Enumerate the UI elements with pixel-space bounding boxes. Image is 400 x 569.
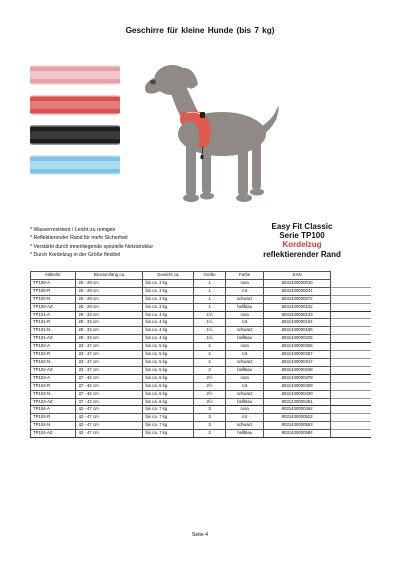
table-row xyxy=(31,351,372,359)
cell-artikelnr: TP101-N xyxy=(31,327,76,335)
product-feature-kordelzug: Kordelzug xyxy=(282,240,322,250)
cell-brustumfang: 42 - 47 cm xyxy=(76,414,143,422)
swatch-schwarz xyxy=(30,123,120,147)
cell-brustumfang: 37 - 42 cm xyxy=(76,398,143,406)
page-title: Geschirre für kleine Hunde (bis 7 kg) xyxy=(125,26,275,35)
cell-ean: 8031430000225 xyxy=(264,335,331,343)
header-gewicht: Gewicht ca. xyxy=(143,272,194,280)
cell-ean: 8031430000348 xyxy=(264,366,331,374)
cell-ean: 8031430000584 xyxy=(264,430,331,438)
cell-brustumfang: 33 - 37 cm xyxy=(76,351,143,359)
cell-gewicht: bis ca. 3 kg xyxy=(143,279,194,287)
cell-artikelnr: TP101-AZ xyxy=(31,335,76,343)
cell-farbe: schwarz xyxy=(225,295,263,303)
table-row xyxy=(31,398,372,406)
cell-ean: 8031430000256 xyxy=(264,343,331,351)
table-row xyxy=(31,430,372,438)
cell-brustumfang: 25 - 29 cm xyxy=(76,303,143,311)
cell-gewicht: bis ca. 5 kg xyxy=(143,358,194,366)
cell-farbe: rosa xyxy=(225,374,263,382)
cell-ean: 8031430000102 xyxy=(264,303,331,311)
cell-artikelnr: TP103-A xyxy=(31,374,76,382)
dog-with-harness-image xyxy=(140,50,280,215)
cell-gewicht: bis ca. 7 kg xyxy=(143,414,194,422)
cell-gewicht: bis ca. 3 kg xyxy=(143,287,194,295)
blank-cell xyxy=(331,311,372,319)
cell-gewicht: bis ca. 5 kg xyxy=(143,343,194,351)
cell-gewicht: bis ca. 5 kg xyxy=(143,366,194,374)
cell-ean: 8031430000379 xyxy=(264,374,331,382)
table-row xyxy=(31,366,372,374)
blank-cell xyxy=(331,382,372,390)
cell-farbe: schwarz xyxy=(225,422,263,430)
product-info xyxy=(237,222,367,259)
blank-cell xyxy=(331,351,372,359)
cell-gewicht: bis ca. 4 kg xyxy=(143,319,194,327)
cell-farbe: schwarz xyxy=(225,390,263,398)
cell-groesse: 1½ xyxy=(194,311,226,319)
cell-groesse: 3 xyxy=(194,422,226,430)
cell-brustumfang: 42 - 47 cm xyxy=(76,430,143,438)
cell-gewicht: bis ca. 5 kg xyxy=(143,351,194,359)
table-row xyxy=(31,374,372,382)
table-row xyxy=(31,279,372,287)
table-row xyxy=(31,422,372,430)
table-row xyxy=(31,358,372,366)
cell-gewicht: bis ca. 7 kg xyxy=(143,406,194,414)
cell-artikelnr: TP100-R xyxy=(31,287,76,295)
table-row xyxy=(31,382,372,390)
article-table xyxy=(30,271,371,438)
cell-groesse: 1 xyxy=(194,287,226,295)
feature-list xyxy=(30,226,153,259)
cell-artikelnr: TP102-AZ xyxy=(31,366,76,374)
cell-farbe: hellblau xyxy=(225,430,263,438)
cell-gewicht: bis ca. 3 kg xyxy=(143,295,194,303)
table-row xyxy=(31,414,372,422)
table-row xyxy=(31,406,372,414)
cell-ean: 8031430000195 xyxy=(264,327,331,335)
cell-groesse: 2½ xyxy=(194,374,226,382)
cell-gewicht: bis ca. 4 kg xyxy=(143,327,194,335)
cell-farbe: rot xyxy=(225,414,263,422)
cell-artikelnr: TP102-A xyxy=(31,343,76,351)
feature-item: * Wasserresistent / Leicht zu reinigen xyxy=(30,227,116,233)
cell-gewicht: bis ca. 7 kg xyxy=(143,422,194,430)
cell-ean: 8031430000409 xyxy=(264,382,331,390)
feature-item: * Durch Kordelzug in der Größe flexibel xyxy=(30,251,121,258)
cell-ean: 8031430000287 xyxy=(264,351,331,359)
cell-ean: 8031430000430 xyxy=(264,390,331,398)
header-brustumfang: Brustumfang ca. xyxy=(76,272,143,280)
cell-farbe: hellblau xyxy=(225,366,263,374)
blank-cell xyxy=(331,374,372,382)
cell-brustumfang: 37 - 42 cm xyxy=(76,374,143,382)
table-row xyxy=(31,303,372,311)
cell-artikelnr: TP103-AZ xyxy=(31,398,76,406)
cell-gewicht: bis ca. 4 kg xyxy=(143,311,194,319)
blank-cell xyxy=(331,358,372,366)
cell-brustumfang: 42 - 47 cm xyxy=(76,422,143,430)
cell-ean: 8031430000072 xyxy=(264,295,331,303)
cell-groesse: 3 xyxy=(194,414,226,422)
cell-artikelnr: TP101-A xyxy=(31,311,76,319)
cell-artikelnr: TP100-AZ xyxy=(31,303,76,311)
blank-cell xyxy=(331,335,372,343)
feature-item: * Verstärkt durch innenliegende spezielle Netzstruktur xyxy=(30,243,154,250)
cell-ean: 8031430000317 xyxy=(264,358,331,366)
blank-cell xyxy=(331,422,372,430)
cell-ean: 8031430000164 xyxy=(264,319,331,327)
cell-brustumfang: 42 - 47 cm xyxy=(76,406,143,414)
cell-artikelnr: TP101-R xyxy=(31,319,76,327)
cell-ean: 8031430000461 xyxy=(264,398,331,406)
swatch-rot xyxy=(30,93,120,117)
cell-groesse: 2½ xyxy=(194,398,226,406)
blank-cell xyxy=(331,279,372,287)
page-number: Seite 4 xyxy=(191,532,209,538)
cell-artikelnr: TP104-A xyxy=(31,406,76,414)
blank-cell xyxy=(331,287,372,295)
swatch-hellblau xyxy=(30,153,120,177)
product-name: Easy Fit Classic xyxy=(271,222,333,231)
cell-ean: 8031430000553 xyxy=(264,422,331,430)
cell-brustumfang: 33 - 37 cm xyxy=(76,343,143,351)
cell-artikelnr: TP104-AZ xyxy=(31,430,76,438)
table-header-row xyxy=(31,272,372,280)
cell-brustumfang: 29 - 33 cm xyxy=(76,319,143,327)
cell-farbe: rosa xyxy=(225,311,263,319)
product-feature-rand: reflektierender Rand xyxy=(263,249,341,259)
swatch-rosa xyxy=(30,63,120,87)
feature-item: * Reflektierender Rand für mehr Sicherheit xyxy=(30,235,128,242)
cell-artikelnr: TP102-R xyxy=(31,351,76,359)
cell-groesse: 1½ xyxy=(194,327,226,335)
cell-brustumfang: 29 - 33 cm xyxy=(76,335,143,343)
cell-brustumfang: 33 - 37 cm xyxy=(76,366,143,374)
header-ean: EAN xyxy=(264,272,331,280)
cell-groesse: 2 xyxy=(194,358,226,366)
table-row xyxy=(31,335,372,343)
cell-gewicht: bis ca. 6 kg xyxy=(143,374,194,382)
blank-cell xyxy=(331,343,372,351)
cell-gewicht: bis ca. 6 kg xyxy=(143,398,194,406)
blank-cell xyxy=(331,390,372,398)
table-row xyxy=(31,311,372,319)
cell-groesse: 2 xyxy=(194,351,226,359)
blank-cell xyxy=(331,319,372,327)
cell-brustumfang: 33 - 37 cm xyxy=(76,358,143,366)
cell-farbe: hellblau xyxy=(225,335,263,343)
cell-groesse: 1 xyxy=(194,303,226,311)
cell-brustumfang: 25 - 29 cm xyxy=(76,279,143,287)
cell-farbe: hellblau xyxy=(225,398,263,406)
cell-ean: 8031430000041 xyxy=(264,287,331,295)
cell-brustumfang: 29 - 33 cm xyxy=(76,311,143,319)
cell-farbe: rosa xyxy=(225,406,263,414)
cell-gewicht: bis ca. 7 kg xyxy=(143,430,194,438)
blank-cell xyxy=(331,414,372,422)
cell-farbe: rot xyxy=(225,382,263,390)
cell-gewicht: bis ca. 4 kg xyxy=(143,335,194,343)
blank-cell xyxy=(331,398,372,406)
cell-artikelnr: TP104-N xyxy=(31,422,76,430)
cell-brustumfang: 37 - 42 cm xyxy=(76,390,143,398)
cell-farbe: rosa xyxy=(225,343,263,351)
cell-brustumfang: 25 - 29 cm xyxy=(76,287,143,295)
cell-brustumfang: 25 - 29 cm xyxy=(76,295,143,303)
blank-cell xyxy=(331,406,372,414)
header-artikelnr: Artikelnr. xyxy=(31,272,76,280)
cell-groesse: 2½ xyxy=(194,390,226,398)
cell-artikelnr: TP100-N xyxy=(31,295,76,303)
blank-cell xyxy=(331,295,372,303)
color-swatches xyxy=(30,63,120,183)
cell-gewicht: bis ca. 6 kg xyxy=(143,382,194,390)
table-row xyxy=(31,295,372,303)
cell-farbe: schwarz xyxy=(225,358,263,366)
cell-artikelnr: TP104-R xyxy=(31,414,76,422)
cell-groesse: 1 xyxy=(194,279,226,287)
cell-groesse: 3 xyxy=(194,406,226,414)
table-body xyxy=(31,279,372,437)
cell-artikelnr: TP103-N xyxy=(31,390,76,398)
table-row xyxy=(31,287,372,295)
blank-cell xyxy=(331,303,372,311)
cell-groesse: 1 xyxy=(194,295,226,303)
product-series: Serie TP100 xyxy=(279,231,325,241)
cell-artikelnr: TP102-N xyxy=(31,358,76,366)
blank-cell xyxy=(331,366,372,374)
header-blank xyxy=(331,272,372,280)
cell-gewicht: bis ca. 3 kg xyxy=(143,303,194,311)
table-row xyxy=(31,343,372,351)
cell-groesse: 2½ xyxy=(194,382,226,390)
cell-groesse: 3 xyxy=(194,430,226,438)
cell-brustumfang: 37 - 42 cm xyxy=(76,382,143,390)
blank-cell xyxy=(331,430,372,438)
cell-farbe: rot xyxy=(225,319,263,327)
cell-farbe: rosa xyxy=(225,279,263,287)
cell-ean: 8031430000010 xyxy=(264,279,331,287)
cell-farbe: rot xyxy=(225,287,263,295)
cell-groesse: 2 xyxy=(194,343,226,351)
cell-groesse: 1½ xyxy=(194,319,226,327)
cell-farbe: hellblau xyxy=(225,303,263,311)
cell-groesse: 1½ xyxy=(194,335,226,343)
header-groesse: Größe xyxy=(194,272,226,280)
cell-ean: 8031430000522 xyxy=(264,414,331,422)
header-farbe: Farbe xyxy=(225,272,263,280)
blank-cell xyxy=(331,327,372,335)
cell-gewicht: bis ca. 6 kg xyxy=(143,390,194,398)
table-row xyxy=(31,319,372,327)
cell-ean: 8031430000492 xyxy=(264,406,331,414)
cell-ean: 8031430000133 xyxy=(264,311,331,319)
table-row xyxy=(31,327,372,335)
table-row xyxy=(31,390,372,398)
cell-artikelnr: TP100-A xyxy=(31,279,76,287)
cell-artikelnr: TP103-R xyxy=(31,382,76,390)
cell-brustumfang: 29 - 33 cm xyxy=(76,327,143,335)
cell-farbe: rot xyxy=(225,351,263,359)
cell-groesse: 2 xyxy=(194,366,226,374)
cell-farbe: schwarz xyxy=(225,327,263,335)
